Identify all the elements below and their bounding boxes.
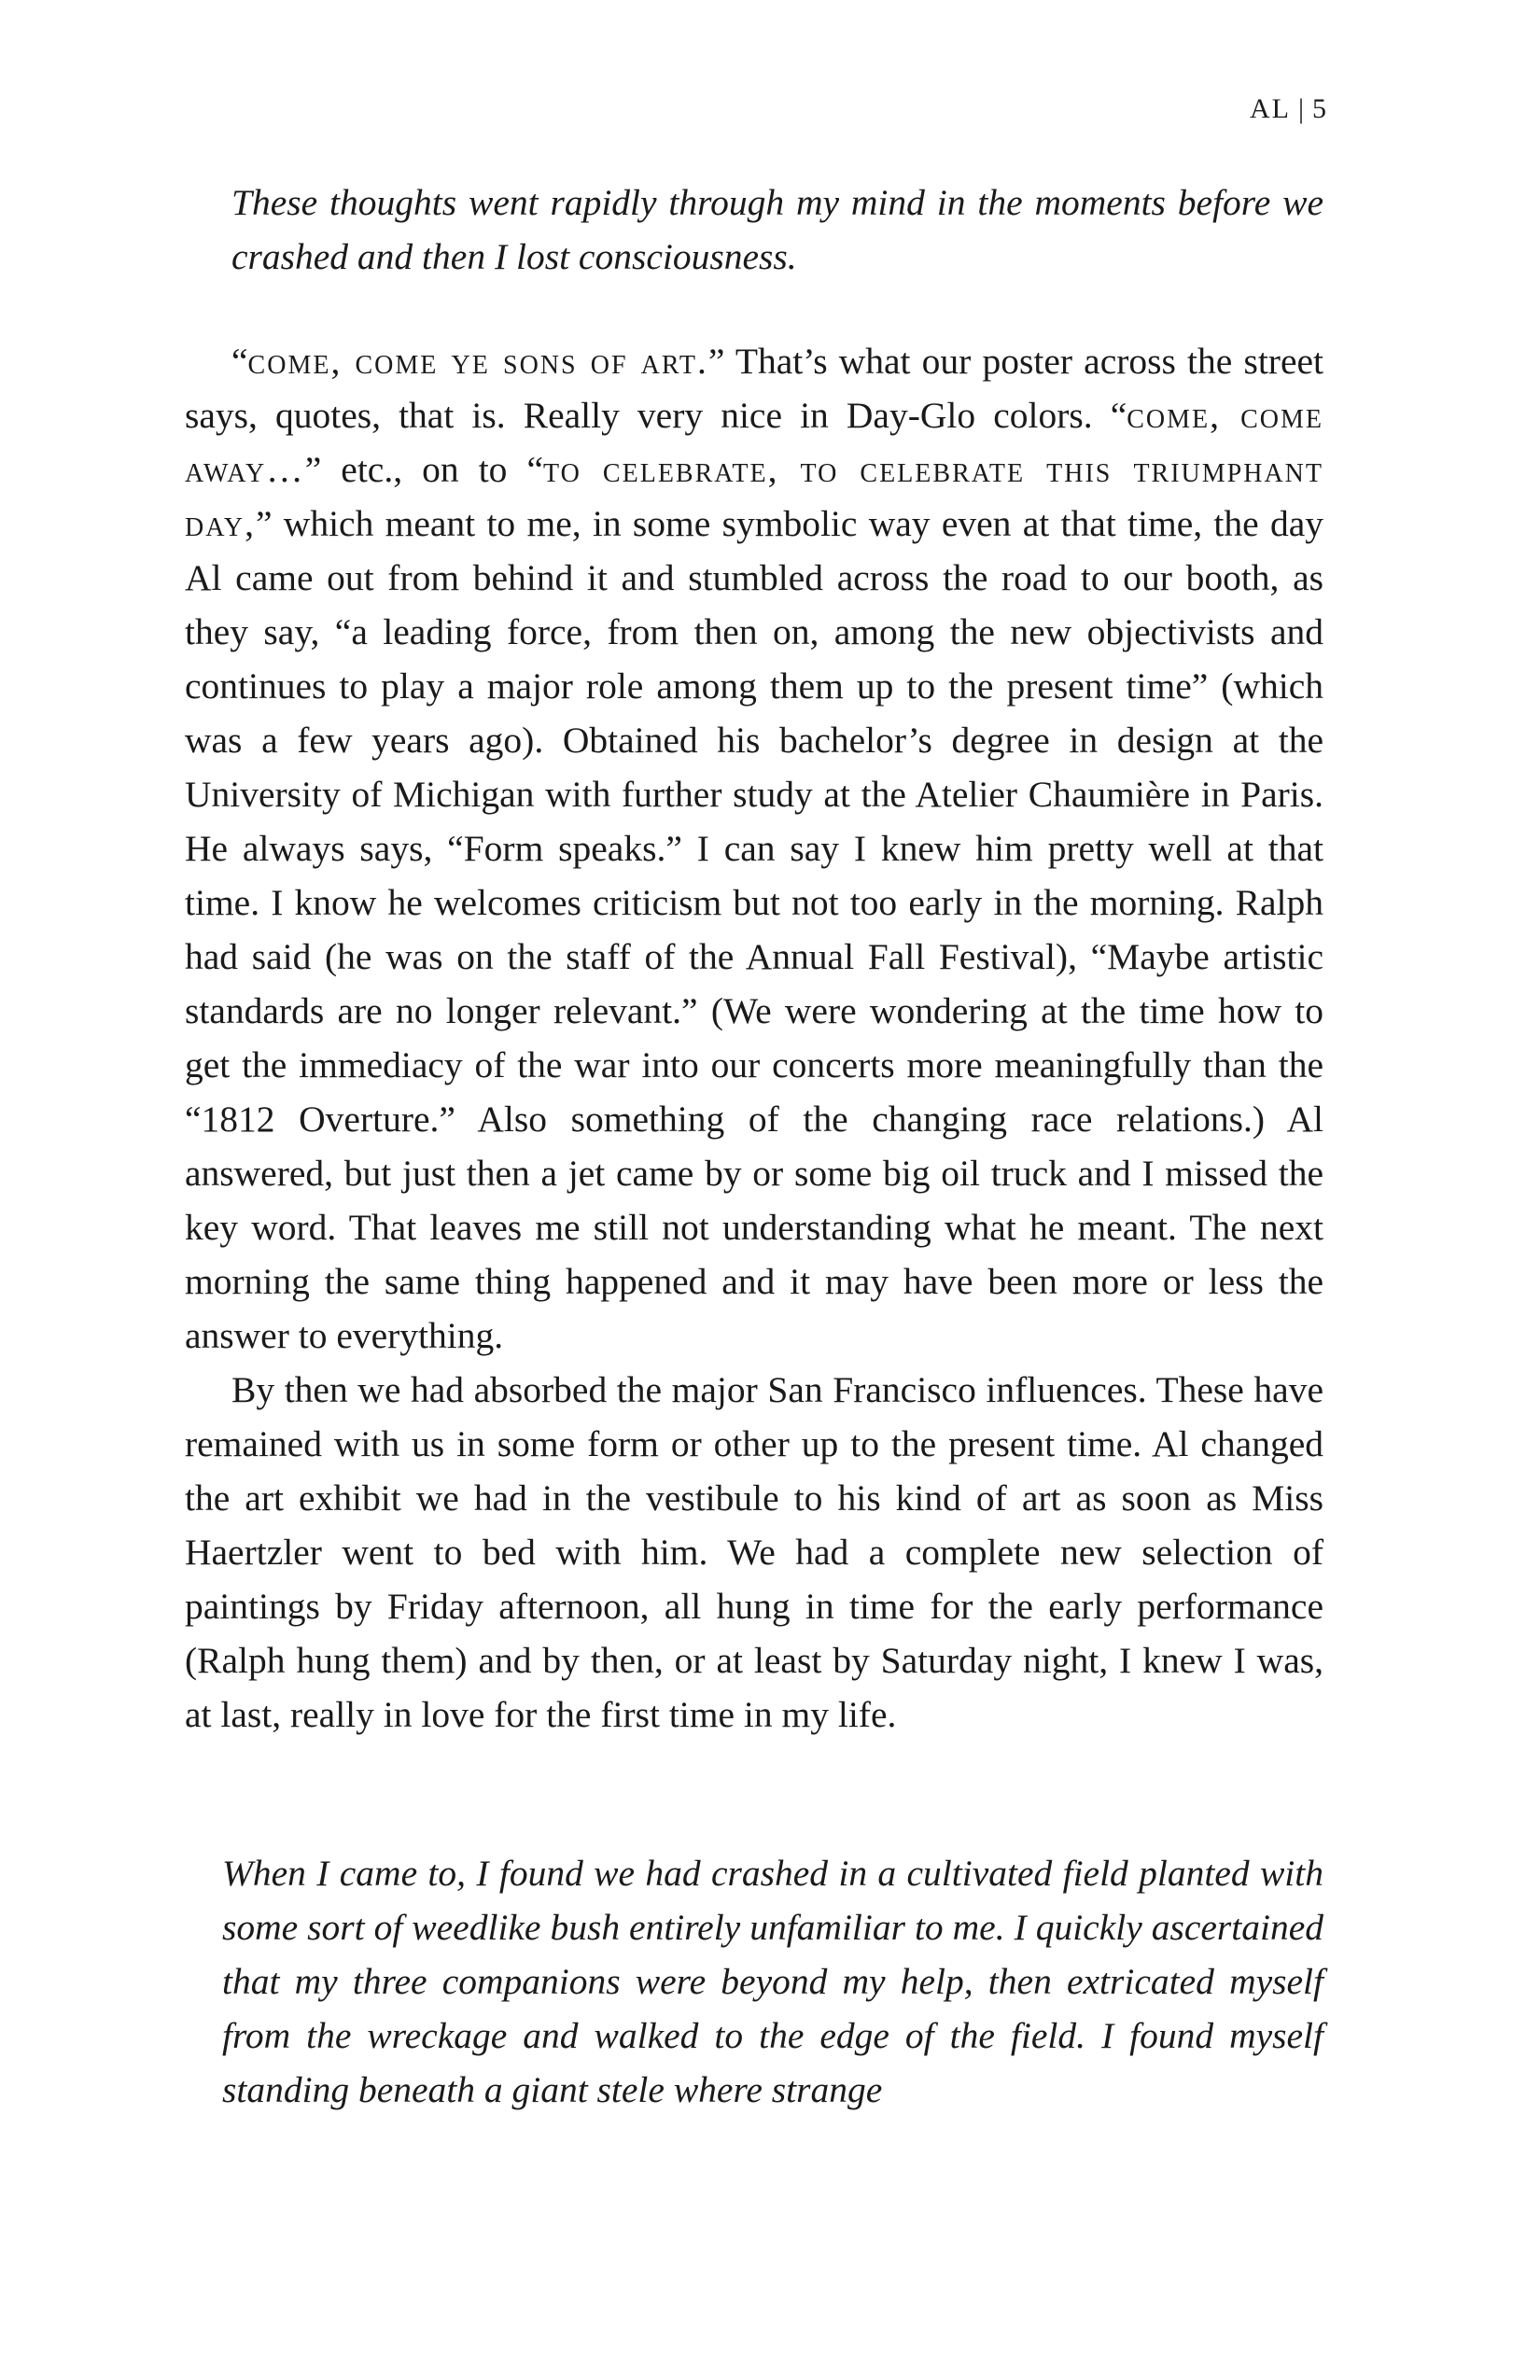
page-number: 5 (1312, 93, 1327, 124)
opening-italic-text: These thoughts went rapidly through my mind in the moments before we crashed and then I lost consciousness. (231, 182, 1323, 277)
body-paragraph-2: By then we had absorbed the major San Francisco influences. These have remained with us in some form or other up to the present time. Al changed the art exhibit we had in the vestibule to his kind of art as soon as Miss Haertzler went to bed with him. We had a complete new selection of paintings by Friday afternoon, all hung in time for the early performance (Ralph hung them) and by then, or at least by Saturday night, I knew I was, at last, really in love for the first time in my life. (185, 1369, 1323, 1735)
paragraph-1-text-2: ” etc., on to “ (304, 449, 544, 490)
body-paragraph-1 (185, 334, 1323, 1363)
closing-italic-text: When I came to, I found we had crashed in a cultivated field planted with some sort of weedlike bush entirely unfamiliar to me. I quickly ascertained that my three companions were beyond my help, then extricated myself from the wreckage and walked to the edge of the field. I found myself standing beneath a giant stele where strange (222, 1853, 1323, 2110)
running-head-separator: | (1297, 93, 1305, 124)
running-head-title: AL (1249, 93, 1291, 124)
paragraph-1-text-3: ” which meant to me, in some symbolic way even at that time, the day Al came out from behind it and stumbled across the road to our booth, as they say, “a leading force, from then on, among the new objectivists and continues to play a major role among them up to the present time” (which was a few years ago). Obtained his bachelor’s degree in design at the University of Michigan with further study at the Atelier Chaumière in Paris. He always says, “Form speaks.” I can say I knew him pretty well at that time. I know he welcomes criticism but not too early in the morning. Ralph had said (he was on the staff of the Annual Fall Festival), “Maybe artistic standards are no longer relevant.” (We were wondering at the time how to get the immediacy of the war into our concerts more meaningfully than the “1812 Overture.” Also something of the changing race relations.) Al answered, but just then a jet came by or some big oil truck and I missed the key word. That leaves me still not understanding what he meant. The next morning the same thing happened and it may have been more or less the answer to everything. (185, 503, 1323, 1356)
closing-italic-passage (185, 1846, 1323, 2117)
book-page (185, 0, 1327, 2380)
opening-italic-passage (185, 175, 1323, 284)
paragraph-1-text-1: ” That’s what our poster across the street says, quotes, that is. Really very nice in Day-Glo colors. “ (185, 341, 1323, 436)
paragraph-1-open-quote: “ (231, 341, 248, 382)
paragraph-1-smallcaps-quote-2: come, come away… (185, 395, 1323, 490)
running-head (1250, 93, 1327, 125)
paragraph-1-smallcaps-quote-1: come, come ye sons of art. (247, 341, 708, 382)
paragraph-1-smallcaps-quote-3: to celebrate, to celebrate this triumphant day, (185, 449, 1324, 544)
main-body-text (185, 334, 1323, 1742)
